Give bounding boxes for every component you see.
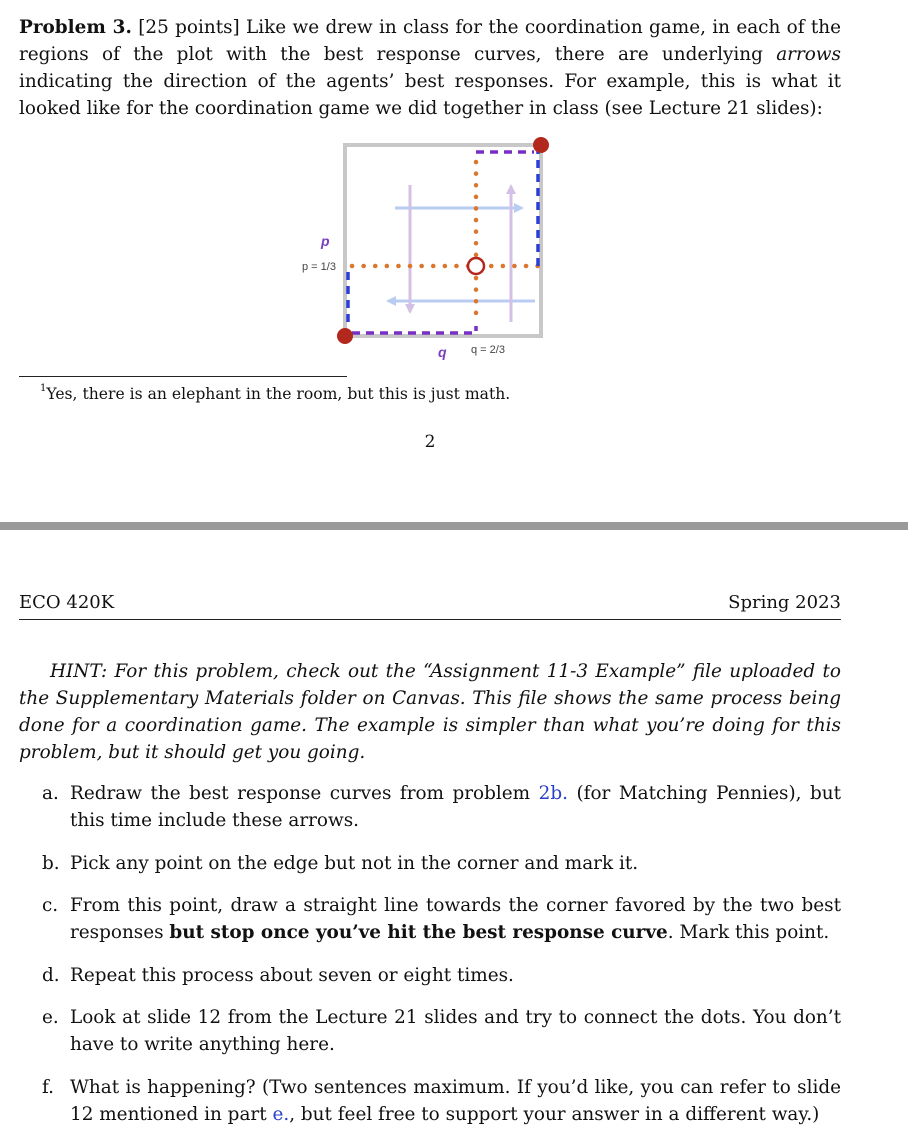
page-number: 2 <box>424 432 436 452</box>
header-rule <box>19 619 841 620</box>
item-marker: d. <box>42 965 60 986</box>
item-f-text-2: , but feel free to support your answer in a different way.) <box>289 1104 820 1125</box>
problem-heading: Problem 3. <box>19 17 132 38</box>
equilibrium-top-right <box>533 137 549 153</box>
footnote <box>40 380 510 405</box>
item-c-text-2: . Mark this point. <box>667 922 830 943</box>
p-axis-label: p <box>321 233 330 249</box>
p-value-label: p = 1/3 <box>302 261 336 273</box>
problem-text-1: Like we drew in class for the coordination game, in each of the regions of the plot with the best response curves, there are underlying <box>19 17 841 65</box>
best-response-plot <box>290 130 560 366</box>
hint-paragraph: HINT: For this problem, check out the “Assignment 11-3 Example” file uploaded to the Supplementary Materials folder on Canvas. This file shows the same process being done for a coordination game. The example is simpler than what you’re doing for this problem, but it should get you going. <box>19 661 841 763</box>
problem-text-2: indicating the direction of the agents’ best responses. For example, this is what it looked like for the coordination game we did together in class (see Lecture 21 slides): <box>19 71 841 119</box>
item-e-text: Look at slide 12 from the Lecture 21 slides and try to connect the dots. You don’t have to write anything here. <box>70 1007 841 1055</box>
item-marker: e. <box>42 1007 59 1028</box>
page-2 <box>0 0 908 522</box>
footnote-rule <box>19 376 347 377</box>
item-c-bold: but stop once you’ve hit the best response curve <box>169 922 668 943</box>
purple-dashed-best-response-bottom <box>352 326 476 333</box>
coordination-game-figure <box>290 130 560 366</box>
header-term: Spring 2023 <box>728 592 841 613</box>
header-course: ECO 420K <box>19 592 115 613</box>
link-part-e[interactable]: e. <box>272 1104 290 1125</box>
item-c-text-1: From this point, draw a straight line towards the corner favored by the two best responses <box>70 895 841 943</box>
equilibrium-bottom-left <box>337 328 353 344</box>
arrows-word: arrows <box>776 44 841 65</box>
problem-points: [25 points] <box>138 17 240 38</box>
equilibrium-mixed <box>468 258 484 274</box>
page-3 <box>0 530 908 1143</box>
footnote-text: Yes, there is an elephant in the room, but this is just math. <box>46 385 511 404</box>
item-b-text: Pick any point on the edge but not in the corner and mark it. <box>70 853 639 874</box>
item-d-text: Repeat this process about seven or eight times. <box>70 965 514 986</box>
q-value-label: q = 2/3 <box>471 344 505 356</box>
item-marker: c. <box>42 895 59 916</box>
item-marker: b. <box>42 853 60 874</box>
item-f-text-1: What is happening? (Two sentences maximum. If you’d like, you can refer to slide 12 mentioned in part <box>70 1077 841 1125</box>
item-a-text-2: (for Matching Pennies), but this time include these arrows. <box>70 783 841 831</box>
link-problem-2b[interactable]: 2b. <box>538 783 568 804</box>
item-marker: a. <box>42 783 59 804</box>
item-a-text-1: Redraw the best response curves from problem <box>70 783 531 804</box>
q-axis-label: q <box>438 344 447 360</box>
footnote-marker: 1 <box>40 383 47 394</box>
page-separator <box>0 522 908 530</box>
item-marker: f. <box>42 1077 54 1098</box>
problem-3-paragraph <box>19 14 841 122</box>
